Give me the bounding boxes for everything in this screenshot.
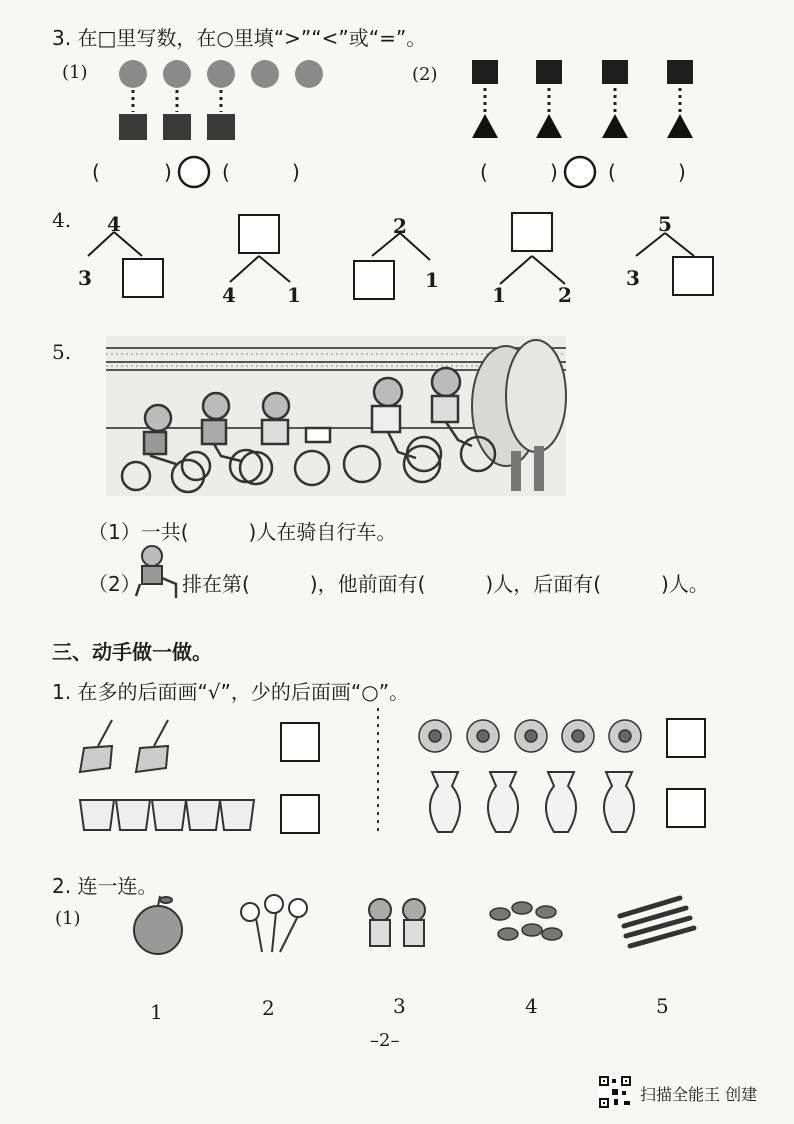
flowers-answer-box[interactable] <box>666 718 706 758</box>
bucket-icon <box>152 800 186 830</box>
section3-heading: 三、动手做一做。 <box>52 640 212 664</box>
flower-icon <box>467 720 499 752</box>
flower-icon <box>562 720 594 752</box>
flowers-icon <box>241 895 307 952</box>
q4-tree3-top: 2 <box>393 214 407 238</box>
flower-icon <box>609 720 641 752</box>
vase-icon <box>604 772 634 832</box>
cycling-race-illustration <box>106 336 566 496</box>
q3-title: 3. 在□里写数，在○里填“>”“<”或“=”。 <box>52 26 427 50</box>
q4-tree3-answer-box[interactable] <box>353 260 395 300</box>
match-number-2[interactable]: 2 <box>262 996 275 1020</box>
vase-icon <box>430 772 460 832</box>
q3-part2-label: (2) <box>412 64 438 85</box>
buckets-answer-box[interactable] <box>280 794 320 834</box>
scanner-watermark: 扫描全能王 创建 <box>640 1085 758 1104</box>
q5-sub2-label: （2） <box>88 572 141 596</box>
q4-tree4-right: 2 <box>558 283 572 307</box>
q4-tree2-answer-box[interactable] <box>238 214 280 254</box>
q5-sub1: （1）一共( )人在骑自行车。 <box>88 520 397 544</box>
q4-tree5-left: 3 <box>626 266 640 290</box>
q5-label: 5. <box>52 340 72 364</box>
q4-tree4-left: 1 <box>492 283 506 307</box>
flower-icon <box>515 720 547 752</box>
brushes-answer-box[interactable] <box>280 722 320 762</box>
qr-code-icon <box>598 1075 632 1109</box>
q4-tree2-left: 4 <box>222 283 236 307</box>
brush-icon <box>80 720 112 772</box>
soldiers-icon <box>369 899 425 946</box>
match-number-4[interactable]: 4 <box>525 994 538 1018</box>
q3-p1-blank-right-close[interactable]: ) <box>292 160 300 184</box>
q4-tree1-top: 4 <box>107 212 121 236</box>
q4-label: 4. <box>52 208 72 232</box>
bucket-icon <box>186 800 220 830</box>
q5-sub2-text: 排在第( )，他前面有( )人，后面有( )人。 <box>182 572 709 596</box>
q3-p1-blank-right-open[interactable]: ( <box>222 160 230 184</box>
q3-p2-blank-left-close[interactable]: ) <box>550 160 558 184</box>
q4-tree1-answer-box[interactable] <box>122 258 164 298</box>
apple-icon <box>134 896 182 954</box>
q4-tree5-answer-box[interactable] <box>672 256 714 296</box>
q3-p1-blank-left-open[interactable]: ( <box>92 160 100 184</box>
page-number: –2– <box>370 1030 400 1051</box>
q3-p1-blank-left-close[interactable]: ) <box>164 160 172 184</box>
section3-q1-title: 1. 在多的后面画“√”，少的后面画“○”。 <box>52 680 410 704</box>
q4-tree1-left: 3 <box>78 266 92 290</box>
q3-p2-blank-left-open[interactable]: ( <box>480 160 488 184</box>
bucket-icon <box>116 800 150 830</box>
brush-icon <box>136 720 168 772</box>
section3-q2-sub-label: (1) <box>55 908 81 929</box>
vase-icon <box>488 772 518 832</box>
vase-icon <box>546 772 576 832</box>
match-number-1[interactable]: 1 <box>150 1000 163 1024</box>
candies-icon <box>490 902 562 940</box>
q4-tree5-top: 5 <box>658 212 672 236</box>
q4-tree4-answer-box[interactable] <box>511 212 553 252</box>
bucket-icon <box>220 800 254 830</box>
section3-q2-title: 2. 连一连。 <box>52 874 158 898</box>
vases-answer-box[interactable] <box>666 788 706 828</box>
bucket-icon <box>80 800 114 830</box>
match-pictures <box>0 890 794 960</box>
q3-part1-label: (1) <box>62 62 88 83</box>
q3-p2-blank-right-close[interactable]: ) <box>678 160 686 184</box>
q3-p2-blank-right-open[interactable]: ( <box>608 160 616 184</box>
flower-icon <box>419 720 451 752</box>
boy-on-bike-icon <box>130 544 180 600</box>
q4-tree3-right: 1 <box>425 268 439 292</box>
match-number-5[interactable]: 5 <box>656 994 669 1018</box>
pencils-icon <box>620 898 694 946</box>
match-number-3[interactable]: 3 <box>393 994 406 1018</box>
q4-tree2-right: 1 <box>287 283 301 307</box>
